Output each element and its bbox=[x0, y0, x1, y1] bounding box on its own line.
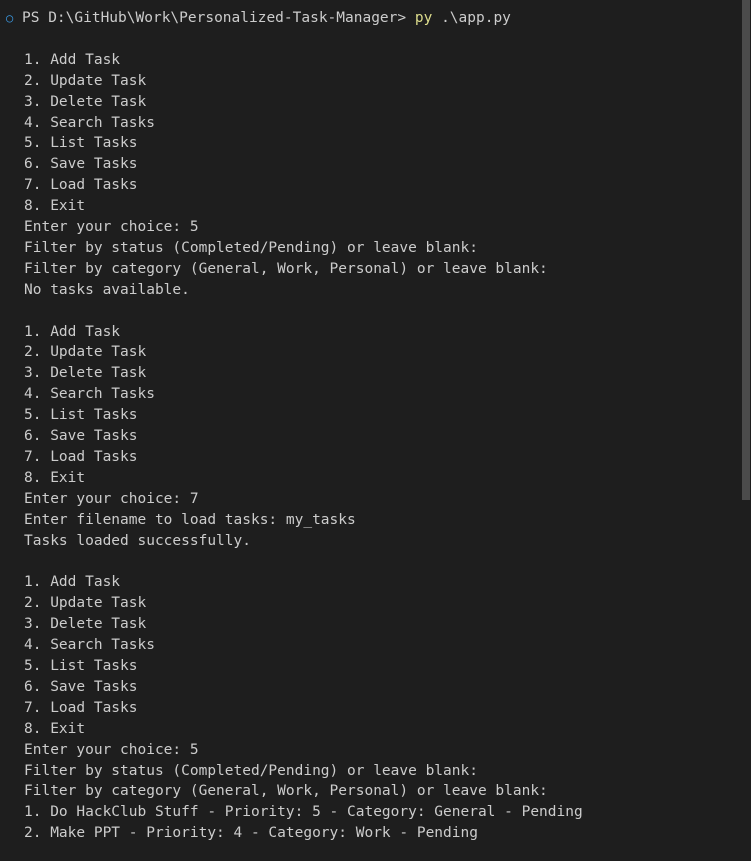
menu-item: 4. Search Tasks bbox=[24, 637, 155, 654]
menu-item: 2. Update Task bbox=[24, 344, 147, 361]
output-line: Filter by category (General, Work, Personal) or leave blank: bbox=[24, 783, 548, 800]
output-line: 1. Do HackClub Stuff - Priority: 5 - Category: General - Pending bbox=[24, 804, 583, 821]
choice-line: Enter your choice: 5 bbox=[24, 219, 199, 236]
menu-item: 8. Exit bbox=[24, 198, 86, 215]
command-argument: .\app.py bbox=[441, 10, 511, 26]
menu-item: 6. Save Tasks bbox=[24, 678, 138, 695]
output-line: Enter filename to load tasks: my_tasks bbox=[24, 511, 356, 528]
output-line: No tasks available. bbox=[24, 281, 190, 298]
choice-line: Enter your choice: 5 bbox=[24, 741, 199, 758]
menu-item: 4. Search Tasks bbox=[24, 386, 155, 403]
menu-item: 4. Search Tasks bbox=[24, 114, 155, 131]
prompt-path: D:\GitHub\Work\Personalized-Task-Manager> bbox=[48, 10, 407, 26]
menu-item: 8. Exit bbox=[24, 720, 86, 737]
menu-item: 7. Load Tasks bbox=[24, 177, 138, 194]
menu-item: 2. Update Task bbox=[24, 72, 147, 89]
spacer-line bbox=[0, 29, 751, 50]
scrollbar-thumb[interactable] bbox=[742, 0, 750, 500]
menu-item: 3. Delete Task bbox=[24, 616, 147, 633]
command-keyword: py bbox=[414, 10, 433, 26]
prompt-shell: PS bbox=[22, 10, 40, 26]
prompt-line bbox=[0, 8, 751, 29]
menu-item: 1. Add Task bbox=[24, 51, 121, 68]
menu-item: 6. Save Tasks bbox=[24, 156, 138, 173]
menu-item: 6. Save Tasks bbox=[24, 428, 138, 445]
menu-item: 3. Delete Task bbox=[24, 365, 147, 382]
spacer-line bbox=[0, 301, 751, 322]
spacer-line bbox=[0, 552, 751, 573]
output-line: Filter by category (General, Work, Personal) or leave blank: bbox=[24, 260, 548, 277]
menu-item: 8. Exit bbox=[24, 469, 86, 486]
choice-line: Enter your choice: 7 bbox=[24, 490, 199, 507]
output-line: Filter by status (Completed/Pending) or leave blank: bbox=[24, 239, 478, 256]
menu-item: 5. List Tasks bbox=[24, 407, 138, 424]
menu-item: 1. Add Task bbox=[24, 574, 121, 591]
menu-item: 7. Load Tasks bbox=[24, 449, 138, 465]
output-line: 2. Make PPT - Priority: 4 - Category: Work - Pending bbox=[24, 825, 478, 842]
menu-item: 5. List Tasks bbox=[24, 135, 138, 152]
menu-item: 5. List Tasks bbox=[24, 658, 138, 675]
menu-item: 1. Add Task bbox=[24, 323, 121, 340]
menu-item: 3. Delete Task bbox=[24, 93, 147, 110]
menu-item: 2. Update Task bbox=[24, 595, 147, 612]
status-circle-icon: ○ bbox=[6, 11, 14, 25]
output-line: Tasks loaded successfully. bbox=[24, 532, 251, 549]
menu-item: 7. Load Tasks bbox=[24, 699, 138, 716]
output-line: Filter by status (Completed/Pending) or leave blank: bbox=[24, 762, 478, 779]
scrollbar[interactable] bbox=[741, 0, 751, 861]
